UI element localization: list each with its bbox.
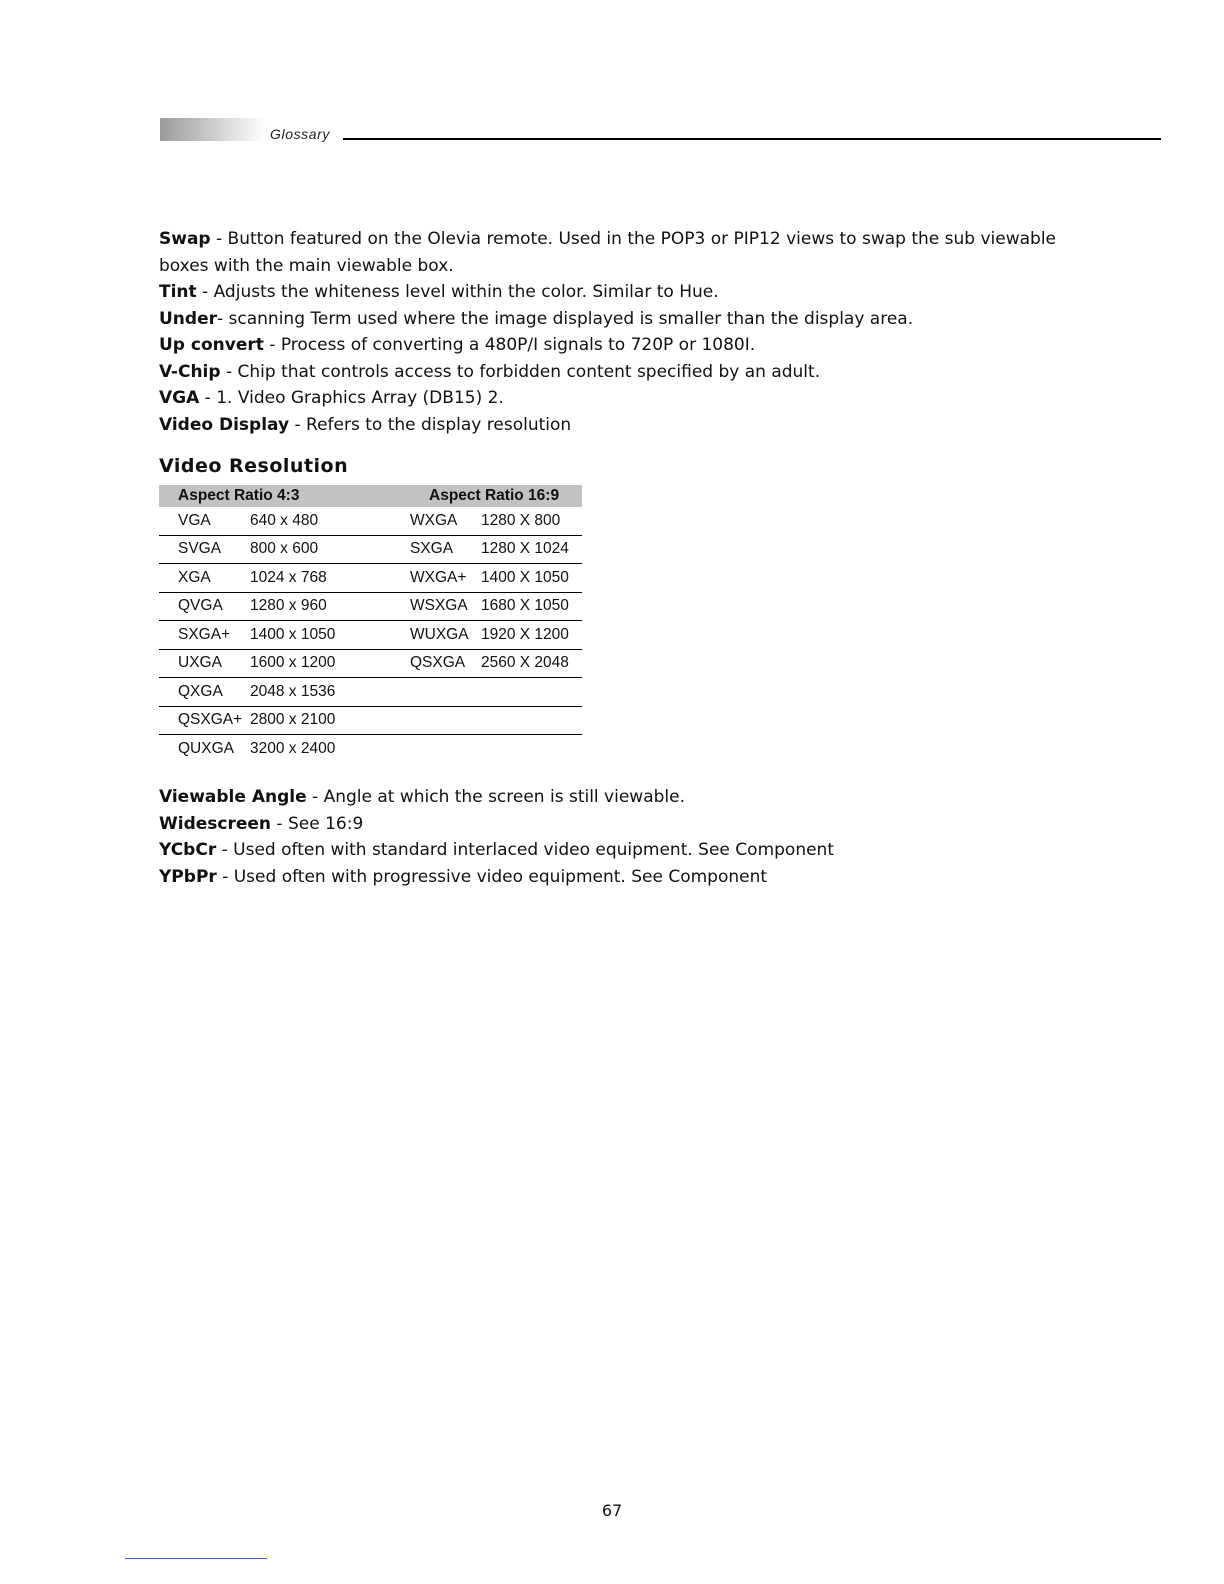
- resolution-value: 1920 X 1200: [481, 621, 582, 650]
- resolution-value: 1400 X 1050: [481, 564, 582, 593]
- table-row: [159, 564, 582, 593]
- glossary-entry-video-display: [159, 412, 1059, 439]
- resolution-value: 1280 X 800: [481, 507, 582, 535]
- table-row: [159, 706, 582, 735]
- table-row: [159, 507, 582, 535]
- format-name: WUXGA: [410, 621, 481, 650]
- format-name: QSXGA+: [159, 706, 250, 735]
- format-name: QSXGA: [410, 649, 481, 678]
- format-name: XGA: [159, 564, 250, 593]
- header-aspect-4-3: Aspect Ratio 4:3: [159, 485, 410, 507]
- resolution-value: 1400 x 1050: [250, 621, 410, 650]
- format-name: WXGA+: [410, 564, 481, 593]
- glossary-entry-ycbcr: [159, 837, 1059, 864]
- format-name: QVGA: [159, 592, 250, 621]
- resolution-value: [481, 678, 582, 707]
- header-rule: [343, 138, 1161, 140]
- format-name: UXGA: [159, 649, 250, 678]
- video-resolution-table: [159, 485, 582, 763]
- glossary-term: V-Chip: [159, 361, 221, 382]
- format-name: [410, 735, 481, 763]
- format-name: [410, 678, 481, 707]
- resolution-value: 2048 x 1536: [250, 678, 410, 707]
- glossary-definition: - scanning Term used where the image displayed is smaller than the display area.: [217, 308, 914, 329]
- glossary-entry-vga: [159, 385, 1059, 412]
- glossary-term: VGA: [159, 388, 200, 408]
- format-name: WSXGA: [410, 592, 481, 621]
- glossary-top: [159, 226, 1059, 438]
- format-name: SVGA: [159, 535, 250, 564]
- glossary-entry-swap: [159, 226, 1059, 279]
- glossary-entry-v-chip: [159, 359, 1059, 386]
- glossary-entry-ypbpr: [159, 864, 1059, 891]
- glossary-definition: - Refers to the display resolution: [289, 414, 572, 435]
- glossary-term: Up convert: [159, 335, 264, 355]
- glossary-term: YPbPr: [159, 866, 217, 887]
- resolution-value: 800 x 600: [250, 535, 410, 564]
- page-number: 67: [601, 1501, 623, 1520]
- resolution-value: 1024 x 768: [250, 564, 410, 593]
- glossary-entry-under: [159, 306, 1059, 333]
- glossary-definition: - Process of converting a 480P/I signals to 720P or 1080I.: [263, 335, 756, 355]
- glossary-entry-viewable-angle: [159, 784, 1059, 811]
- resolution-value: 2560 X 2048: [481, 649, 582, 678]
- glossary-definition: - Angle at which the screen is still viewable.: [306, 787, 685, 807]
- glossary-definition: - 1. Video Graphics Array (DB15) 2.: [199, 388, 504, 408]
- glossary-definition: - Chip that controls access to forbidden content specified by an adult.: [220, 361, 821, 382]
- table-row: [159, 592, 582, 621]
- glossary-term: YCbCr: [159, 840, 217, 860]
- footer-rule: [125, 1558, 267, 1559]
- resolution-value: 1680 X 1050: [481, 592, 582, 621]
- video-resolution-title: Video Resolution: [159, 455, 349, 477]
- format-name: QXGA: [159, 678, 250, 707]
- header-aspect-16-9: Aspect Ratio 16:9: [410, 485, 582, 507]
- glossary-term: Under: [159, 308, 217, 329]
- resolution-value: [481, 735, 582, 763]
- glossary-term: Widescreen: [159, 813, 272, 834]
- format-name: QUXGA: [178, 739, 234, 757]
- glossary-definition: - Button featured on the Olevia remote. Used in the POP3 or PIP12 views to swap the sub viewable boxes with the main viewable box.: [159, 229, 1056, 276]
- format-name: SXGA+: [159, 621, 250, 650]
- resolution-value: 3200 x 2400: [250, 739, 336, 757]
- table-row: [159, 678, 582, 707]
- glossary-definition: - Used often with standard interlaced video equipment. See Component: [216, 840, 834, 860]
- glossary-entry-widescreen: [159, 811, 1059, 838]
- table-row: [159, 735, 582, 763]
- format-name: WXGA: [410, 507, 481, 535]
- glossary-definition: - Used often with progressive video equipment. See Component: [216, 866, 768, 887]
- table-row: [159, 621, 582, 650]
- format-name: VGA: [159, 507, 250, 535]
- glossary-bottom: [159, 784, 1059, 890]
- glossary-definition: - Adjusts the whiteness level within the color. Similar to Hue.: [196, 282, 719, 302]
- glossary-entry-up-convert: [159, 332, 1059, 359]
- glossary-definition: - See 16:9: [271, 813, 364, 834]
- resolution-value: 2800 x 2100: [250, 706, 410, 735]
- header-gradient-block: [160, 118, 266, 141]
- resolution-value: 1280 X 1024: [481, 535, 582, 564]
- format-name: SXGA: [410, 535, 481, 564]
- glossary-term: Viewable Angle: [159, 787, 307, 807]
- glossary-term: Tint: [159, 282, 197, 302]
- table-row: [159, 649, 582, 678]
- section-label: Glossary: [270, 126, 331, 142]
- resolution-value: 640 x 480: [250, 507, 410, 535]
- format-name: [410, 706, 481, 735]
- table-header-row: [159, 485, 582, 507]
- resolution-value: 1280 x 960: [250, 592, 410, 621]
- glossary-entry-tint: [159, 279, 1059, 306]
- glossary-term: Video Display: [159, 414, 290, 435]
- resolution-value: [481, 706, 582, 735]
- glossary-term: Swap: [159, 229, 211, 249]
- resolution-value: 1600 x 1200: [250, 649, 410, 678]
- table-row: [159, 535, 582, 564]
